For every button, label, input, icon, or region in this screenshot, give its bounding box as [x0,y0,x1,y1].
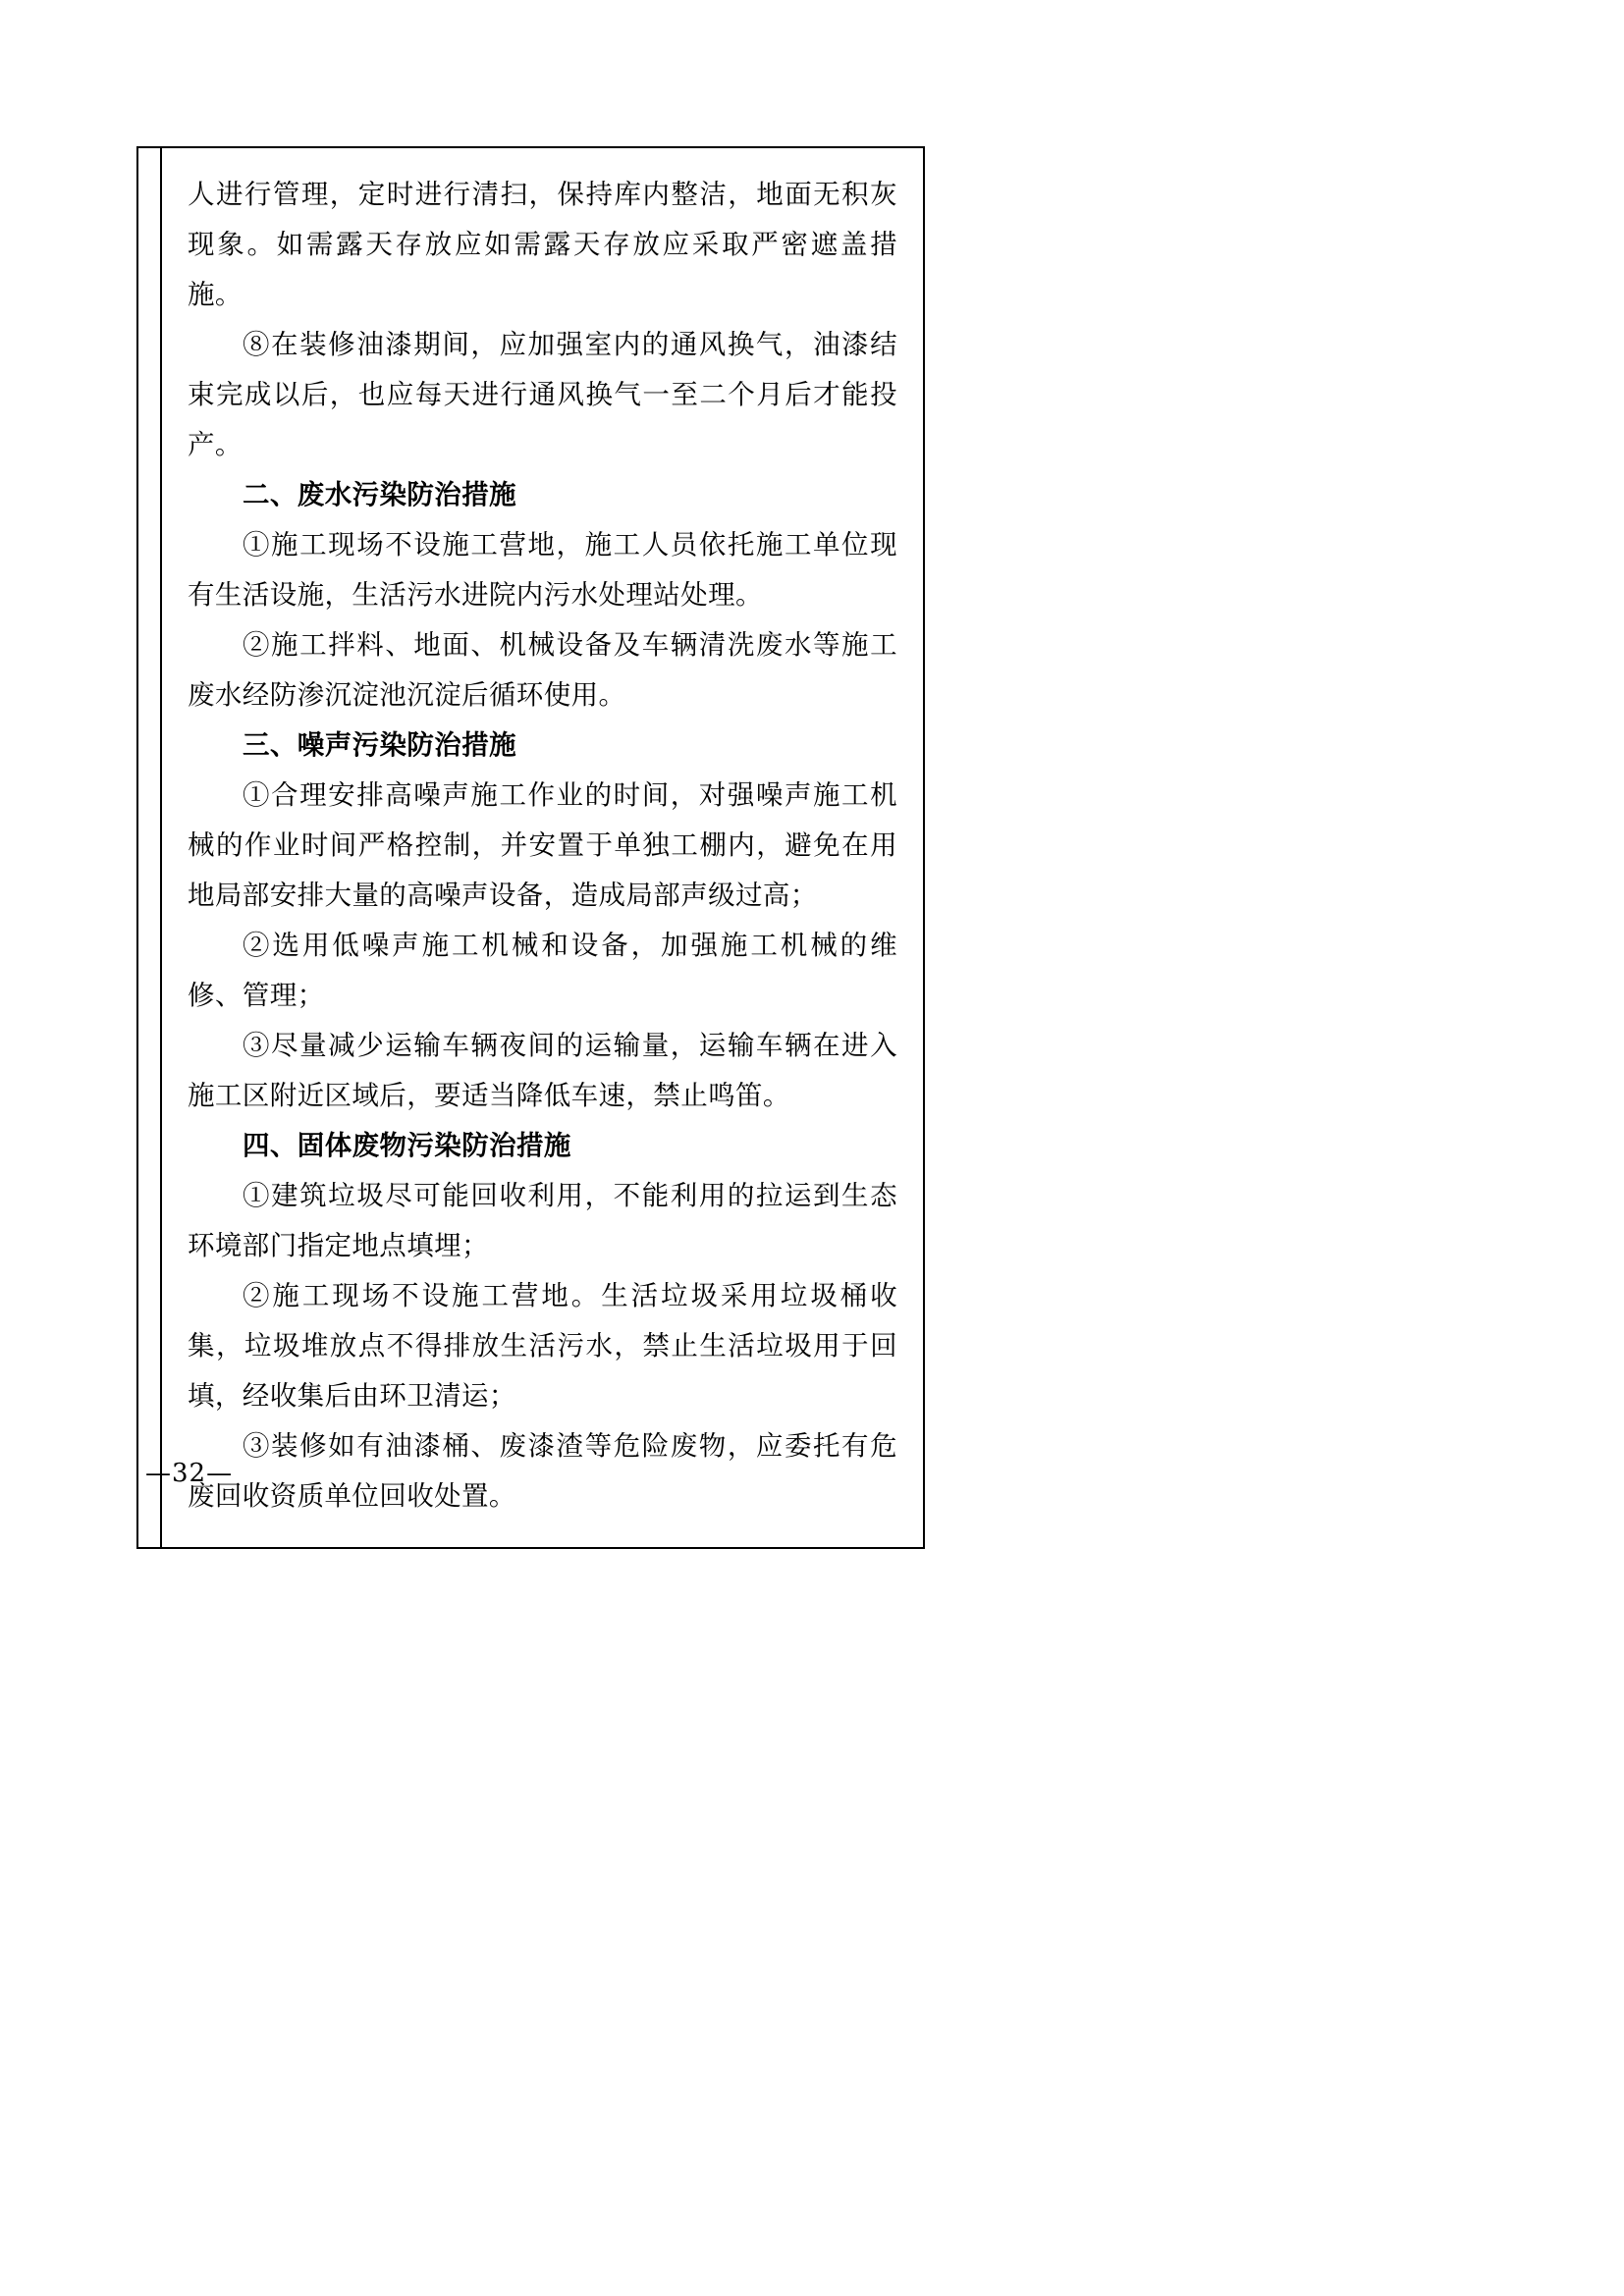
section-heading: 四、固体废物污染防治措施 [243,1130,571,1161]
paragraph: ③尽量减少运输车辆夜间的运输量，运输车辆在进入施工区附近区域后，要适当降低车速，禁止鸣笛。 [188,1030,897,1111]
paragraph: 人进行管理，定时进行清扫，保持库内整洁，地面无积灰现象。如需露天存放应如需露天存放应采取严密遮盖措施。 [188,179,897,310]
paragraph: ①合理安排高噪声施工作业的时间，对强噪声施工机械的作业时间严格控制，并安置于单独工棚内，避免在用地局部安排大量的高噪声设备，造成局部声级过高； [188,779,897,911]
section-heading: 二、废水污染防治措施 [243,479,516,510]
page-number: —32— [145,1459,234,1488]
paragraph: ①施工现场不设施工营地，施工人员依托施工单位现有生活设施，生活污水进院内污水处理站处理。 [188,529,897,611]
paragraph: ②施工拌料、地面、机械设备及车辆清洗废水等施工废水经防渗沉淀池沉淀后循环使用。 [188,629,897,711]
paragraph: ②施工现场不设施工营地。生活垃圾采用垃圾桶收集，垃圾堆放点不得排放生活污水，禁止生活垃圾用于回填，经收集后由环卫清运； [188,1280,897,1412]
section-heading: 三、噪声污染防治措施 [243,729,516,761]
paragraph: ①建筑垃圾尽可能回收利用，不能利用的拉运到生态环境部门指定地点填埋； [188,1180,897,1261]
paragraph: ⑧在装修油漆期间，应加强室内的通风换气，油漆结束完成以后，也应每天进行通风换气一至二个月后才能投产。 [188,329,897,460]
table-content-cell [162,148,923,1547]
content-table [136,146,925,1549]
paragraph: ③装修如有油漆桶、废漆渣等危险废物，应委托有危废回收资质单位回收处置。 [188,1430,897,1512]
table-left-gutter-cell [138,148,162,1547]
paragraph: ②选用低噪声施工机械和设备，加强施工机械的维修、管理； [188,930,897,1011]
